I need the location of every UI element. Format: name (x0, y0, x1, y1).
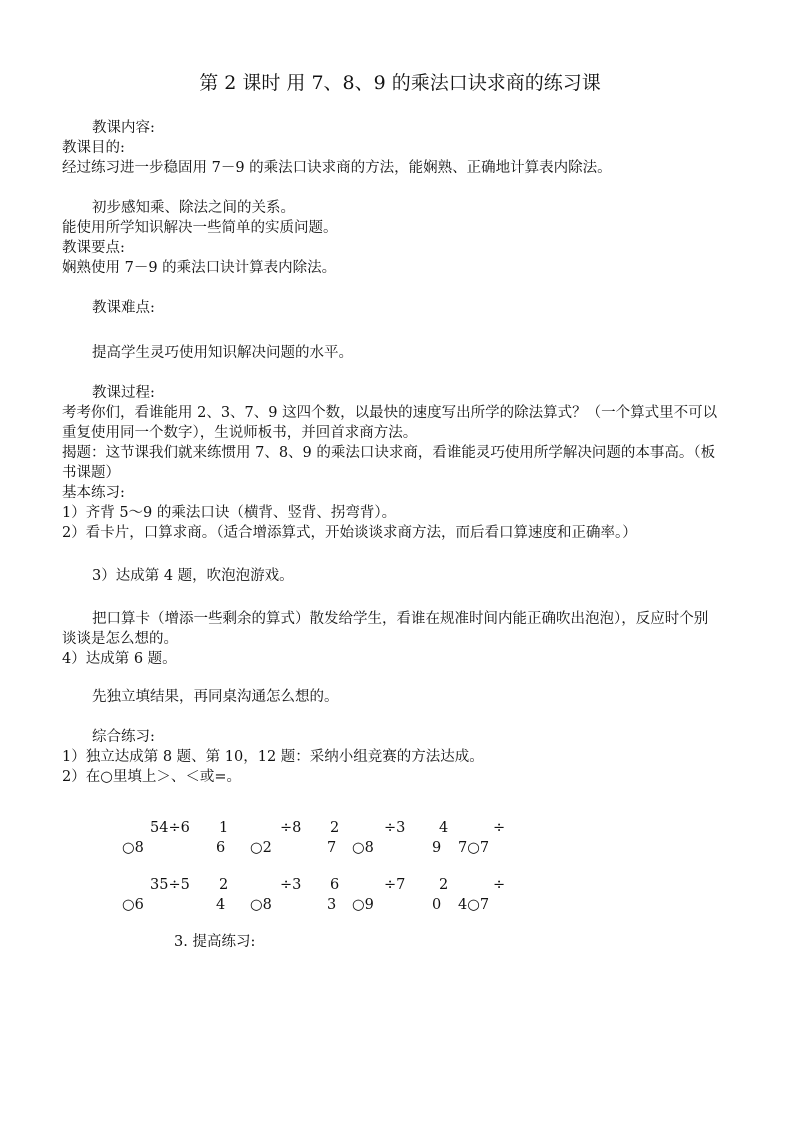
compare-cell: ○8 (250, 897, 272, 913)
section-heading-process: 教课过程: (92, 385, 155, 401)
basic-item-4: 4）达成第 6 题。 (62, 651, 177, 667)
compare-cell: 1 (219, 820, 229, 836)
compare-cell: 2 (439, 877, 449, 893)
compare-cell: ○8 (122, 840, 144, 856)
compare-cell: 0 (432, 897, 442, 913)
section-heading-comprehensive: 综合练习: (92, 729, 155, 745)
basic-item-4-detail: 先独立填结果，再同桌沟通怎么想的。 (92, 689, 339, 705)
process-text-2a: 揭题：这节课我们就来练惯用 7、8、9 的乘法口诀求商，看谁能灵巧使用所学解决问题的本事高。（板 (62, 445, 716, 461)
comprehensive-item-2: 2）在○里填上＞、＜或=。 (62, 769, 242, 785)
process-text-1b: 重复使用同一个数字），生说师板书，并回首求商方法。 (62, 425, 418, 441)
compare-cell: 4 (439, 820, 449, 836)
page-title: 第 2 课时 用 7、8、9 的乘法口诀求商的练习课 (199, 72, 601, 94)
process-text-1a: 考考你们，看谁能用 2、3、7、9 这四个数，以最快的速度写出所学的除法算式？（一个算式里不可以 (62, 405, 718, 421)
goal-text-2: 初步感知乘、除法之间的关系。 (92, 200, 295, 216)
basic-item-3-detail-a: 把口算卡（增添一些剩余的算式）散发给学生，看谁在规准时间内能正确吹出泡泡），反应时个别 (92, 611, 709, 627)
compare-cell: 4 (216, 897, 226, 913)
difficulty-text: 提高学生灵巧使用知识解决问题的水平。 (92, 345, 353, 361)
compare-cell: ÷8 (280, 820, 302, 836)
compare-cell: 3 (327, 897, 337, 913)
section-heading-difficulty: 教课难点: (92, 300, 155, 316)
keypoint-text: 娴熟使用 7－9 的乘法口诀计算表内除法。 (62, 260, 337, 276)
section-heading-content: 教课内容: (92, 120, 155, 136)
goal-text-1: 经过练习进一步稳固用 7－9 的乘法口诀求商的方法，能娴熟、正确地计算表内除法。 (62, 160, 612, 176)
compare-cell: ○6 (122, 897, 144, 913)
section-heading-keypoint: 教课要点: (62, 240, 125, 256)
compare-cell: ÷ (493, 820, 506, 836)
compare-cell: 54÷6 (150, 820, 190, 836)
compare-cell: ○8 (352, 840, 374, 856)
compare-cell: ÷3 (384, 820, 406, 836)
compare-cell: 9 (432, 840, 442, 856)
compare-cell: ÷7 (384, 877, 406, 893)
compare-cell: ÷3 (280, 877, 302, 893)
compare-cell: 6 (330, 877, 340, 893)
goal-text-3: 能使用所学知识解决一些简单的实质问题。 (62, 220, 338, 236)
section-heading-goal: 教课目的: (62, 140, 125, 156)
compare-cell: ÷ (493, 877, 506, 893)
section-heading-advanced: 3. 提高练习: (174, 934, 256, 950)
basic-item-1: 1）齐背 5～9 的乘法口诀（横背、竖背、拐弯背）。 (62, 505, 397, 521)
compare-cell: 7○7 (458, 840, 490, 856)
basic-item-3-detail-b: 谈谈是怎么想的。 (62, 631, 178, 647)
section-heading-basic: 基本练习: (62, 485, 125, 501)
compare-cell: ○9 (352, 897, 374, 913)
compare-cell: 7 (327, 840, 337, 856)
comprehensive-item-1: 1）独立达成第 8 题、第 10，12 题：采纳小组竞赛的方法达成。 (62, 749, 484, 765)
compare-cell: 6 (216, 840, 226, 856)
basic-item-3: 3）达成第 4 题，吹泡泡游戏。 (92, 568, 294, 584)
compare-cell: 2 (330, 820, 340, 836)
compare-cell: 4○7 (458, 897, 490, 913)
process-text-2b: 书课题） (62, 465, 120, 481)
basic-item-2: 2）看卡片，口算求商。（适合增添算式，开始谈谈求商方法，而后看口算速度和正确率。） (62, 525, 637, 541)
compare-cell: ○2 (250, 840, 272, 856)
compare-cell: 2 (219, 877, 229, 893)
compare-cell: 35÷5 (150, 877, 190, 893)
